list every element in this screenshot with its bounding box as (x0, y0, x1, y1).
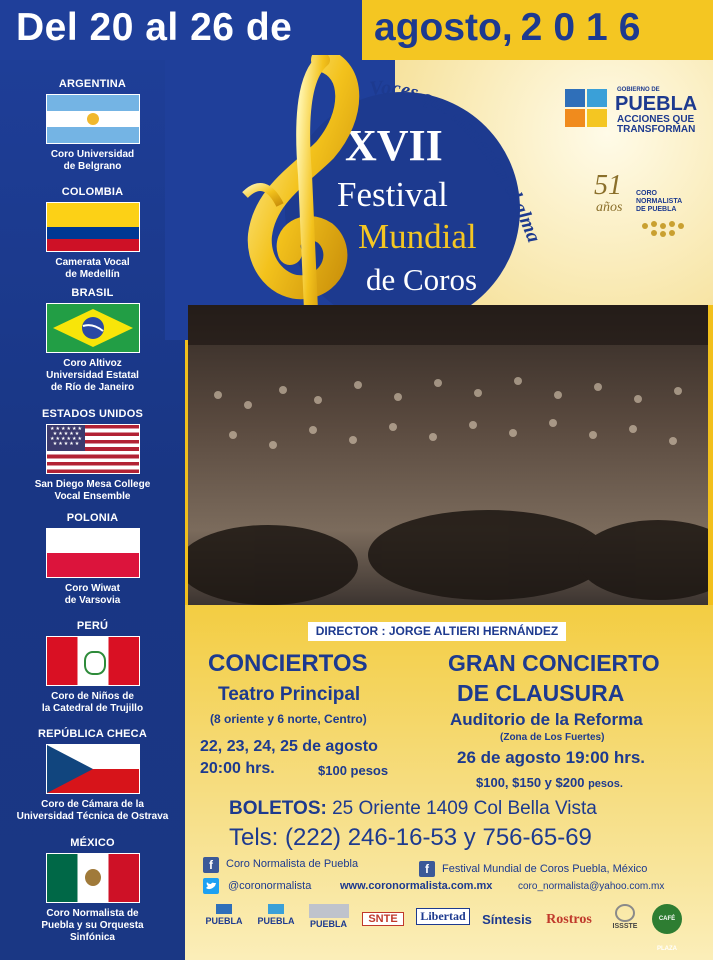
country-name: REPÚBLICA CHECA (38, 728, 147, 740)
choir-name: Coro Altivoz Universidad Estatal de Río de Janeiro (46, 358, 139, 393)
anniversary-word: años (596, 200, 623, 215)
choir-photo (188, 305, 708, 605)
festival-title-3: de Coros (366, 262, 478, 297)
footer-logo-snte: SNTE (362, 904, 404, 938)
country-name: BRASIL (71, 287, 114, 299)
usa-flag: ★★★★★★ ★★★★★ ★★★★★★ ★★★★★ (46, 424, 140, 474)
slogan-text: Voces que alimentan el alma (368, 76, 545, 246)
country-name: MÉXICO (70, 837, 115, 849)
anniversary-number: 51 (594, 170, 622, 201)
poland-flag (46, 528, 140, 578)
logo-square (565, 89, 585, 107)
choir-name: Coro Universidad de Belgrano (50, 149, 135, 172)
colombia-flag (46, 202, 140, 252)
country-colombia (0, 186, 185, 281)
country-czech (0, 728, 185, 823)
conciertos-dates: 22, 23, 24, 25 de agosto (200, 738, 378, 755)
logo-square (565, 109, 585, 127)
header-month: agosto, (374, 6, 513, 49)
director-label: DIRECTOR : JORGE ALTIERI HERNÁNDEZ (308, 622, 566, 641)
argentina-flag (46, 94, 140, 144)
clausura-title-2: DE CLAUSURA (457, 680, 625, 706)
clausura-prices: $100, $150 y $200 pesos. (476, 775, 623, 790)
conciertos-title: CONCIERTOS (208, 650, 368, 677)
facebook-link-1[interactable]: Coro Normalista de Puebla (226, 858, 359, 870)
choir-name: Coro Normalista de Puebla y su Orquesta Sinfónica (41, 908, 144, 943)
logo-title: PUEBLA (615, 93, 698, 115)
boletos-address: 25 Oriente 1409 Col Bella Vista (326, 798, 597, 819)
logo-gob: GOBIERNO DE (617, 87, 660, 93)
country-usa (0, 408, 185, 503)
country-polonia (0, 512, 185, 607)
boletos-tels: Tels: (222) 246-16-53 y 756-65-69 (229, 824, 592, 851)
clausura-venue: Auditorio de la Reforma (450, 710, 643, 729)
dots-icon (640, 218, 700, 238)
twitter-handle[interactable]: @coronormalista (228, 880, 312, 892)
conciertos-address: (8 oriente y 6 norte, Centro) (210, 712, 367, 726)
email-link[interactable]: coro_normalista@yahoo.com.mx (518, 881, 665, 892)
header-dates: Del 20 al 26 de (16, 6, 293, 49)
gobierno-puebla-logo (565, 87, 700, 137)
boletos-line (229, 798, 597, 820)
logo-square (587, 89, 607, 107)
logo-sub: ACCIONES QUE TRANSFORMAN (617, 114, 696, 135)
logo-square (587, 109, 607, 127)
brazil-flag (46, 303, 140, 353)
facebook-icon[interactable]: f (419, 861, 435, 877)
audience-photo-illustration (188, 305, 708, 605)
mexico-flag (46, 853, 140, 903)
country-name: ARGENTINA (58, 78, 127, 90)
facebook-icon[interactable]: f (203, 857, 219, 873)
choir-name: Camerata Vocal de Medellín (55, 257, 130, 280)
footer-logo-puebla-3: PUEBLA (306, 904, 351, 938)
footer-logo-puebla-2: PUEBLA (256, 904, 296, 938)
footer-logo-cafe-plaza: CAFÉ PLAZA (652, 904, 686, 938)
twitter-icon[interactable] (203, 878, 219, 894)
footer-logo-puebla-1: PUEBLA (204, 904, 244, 938)
facebook-link-2[interactable]: Festival Mundial de Coros Puebla, México (442, 863, 648, 875)
boletos-label: BOLETOS: (229, 798, 327, 819)
conciertos-venue: Teatro Principal (218, 684, 361, 705)
footer-logo-rostros: Rostros (546, 912, 592, 927)
clausura-title-1: GRAN CONCIERTO (448, 650, 660, 676)
country-brasil (0, 287, 185, 394)
conciertos-price: $100 pesos (318, 763, 389, 778)
header-month-year (374, 6, 651, 50)
choir-name: Coro de Cámara de la Universidad Técnica de Ostrava (16, 799, 169, 822)
czech-flag (46, 744, 140, 794)
anniversary-logo (592, 170, 702, 240)
clausura-datetime: 26 de agosto 19:00 hrs. (457, 748, 646, 767)
peru-flag (46, 636, 140, 686)
anniversary-text: CORO NORMALISTA DE PUEBLA (636, 190, 683, 213)
festival-title-1: Festival (337, 175, 448, 214)
clausura-zone: (Zona de Los Fuertes) (500, 732, 605, 743)
choir-name: San Diego Mesa College Vocal Ensemble (34, 479, 151, 502)
choir-name: Coro Wiwat de Varsovia (64, 583, 121, 606)
footer-logo-libertad: Libertad (416, 904, 470, 938)
country-mexico (0, 837, 185, 944)
country-name: POLONIA (66, 512, 119, 524)
header-year: 2016 (520, 6, 652, 49)
conciertos-time: 20:00 hrs. (200, 760, 275, 777)
website-link[interactable]: www.coronormalista.com.mx (340, 880, 493, 892)
festival-edition: XVII (345, 121, 443, 170)
country-peru (0, 620, 185, 715)
festival-title-2: Mundial (358, 217, 477, 256)
country-name: ESTADOS UNIDOS (42, 408, 143, 420)
footer-logo-issste: ISSSTE (606, 904, 644, 938)
country-name: COLOMBIA (61, 186, 124, 198)
footer-logo-sintesis: Síntesis (482, 912, 532, 927)
country-argentina (0, 78, 185, 173)
country-name: PERÚ (76, 620, 109, 632)
choir-name: Coro de Niños de la Catedral de Trujillo (41, 691, 144, 714)
